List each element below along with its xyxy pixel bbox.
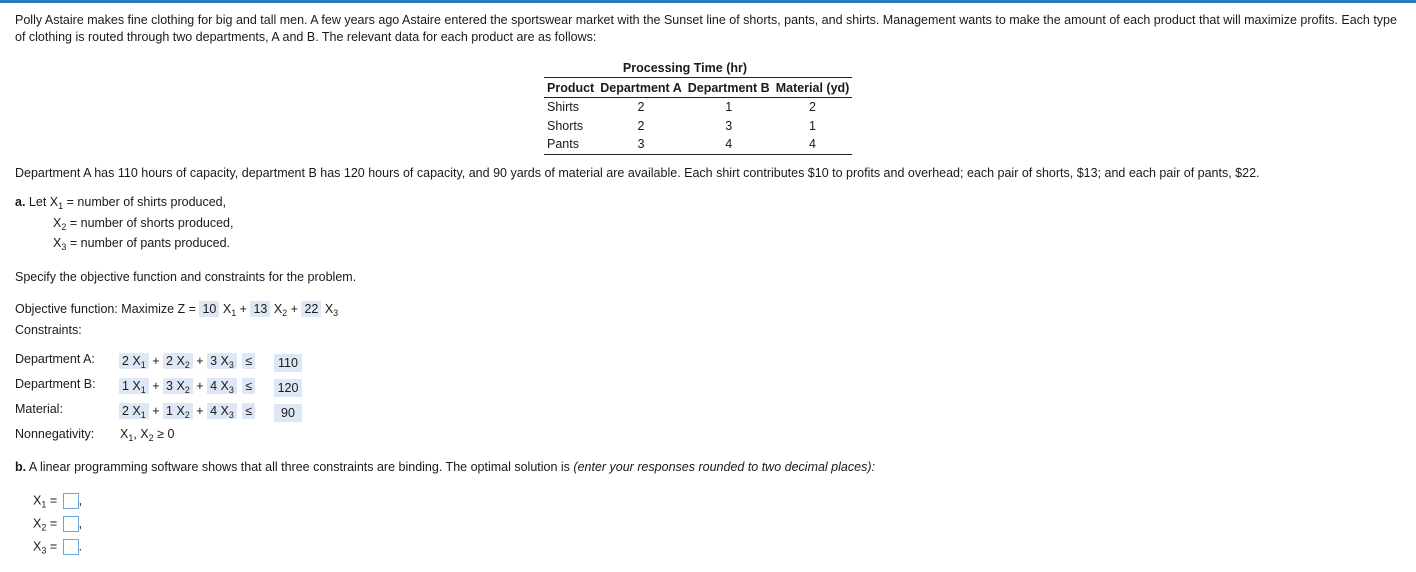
objective-coeff-2: 13 xyxy=(250,301,270,317)
col-dept-a: Department A xyxy=(597,78,685,98)
constraint-label-material: Material: xyxy=(15,402,63,416)
constraint-label-dept-b: Department B: xyxy=(15,377,96,391)
nonnegativity-label: Nonnegativity: xyxy=(15,427,95,441)
constraint-label-dept-a: Department A: xyxy=(15,352,95,366)
table-row: Shirts 2 1 2 xyxy=(547,100,816,115)
objective-coeff-1: 10 xyxy=(199,301,219,317)
part-a-let: a. Let $X_1$ = number of shirts produced, xyxy=(15,195,227,211)
def-x2: $X_2$ = number of shorts produced, xyxy=(53,216,234,232)
answer-input-x1[interactable] xyxy=(63,493,79,509)
problem-intro: Polly Astaire makes fine clothing for big and tall men. A few years ago Astaire entered the sportswear market with the Sunset line of shorts, pants, and shirts. Management wants to make the amount of each product that will maximize profits. Each type of clothing is routed through two departments, A and B. The relevant data for each product are as follows: xyxy=(15,13,1397,44)
processing-table xyxy=(544,58,852,155)
top-accent-bar xyxy=(0,0,1416,3)
answer-input-x3[interactable] xyxy=(63,539,79,555)
constraint-rhs-dept-b: 120 xyxy=(274,379,302,397)
table-row: Pants 3 4 4 xyxy=(544,135,852,154)
constraint-sign: ≤ xyxy=(242,378,255,394)
col-product: Product xyxy=(544,78,597,98)
answer-input-x2[interactable] xyxy=(63,516,79,532)
answer-row-x1: $X_1$ = , xyxy=(33,493,83,510)
objective-function: Objective function: Maximize Z = 10 $X_1 + 13$ $X_2 + 22$ $X_3$ xyxy=(15,302,339,318)
nonnegativity-expr: $X_1$, $X_2 \ge 0$ xyxy=(120,427,175,443)
table-row: Shorts 2 3 1 xyxy=(547,118,816,133)
constraint-rhs-material: 90 xyxy=(274,404,302,422)
col-material: Material (yd) xyxy=(773,78,853,98)
specify-text: Specify the objective function and constraints for the problem. xyxy=(15,270,357,284)
capacity-text: Department A has 110 hours of capacity, department B has 120 hours of capacity, and 90 yards of material are available. Each shirt contributes $10 to profits and overhead; each pair of shorts, $13; and each pair of pants, $22. xyxy=(15,166,1260,180)
answer-row-x3: $X_3$ = . xyxy=(33,539,83,556)
constraint-sign: ≤ xyxy=(242,353,255,369)
objective-coeff-3: 22 xyxy=(301,301,321,317)
constraint-sign: ≤ xyxy=(242,403,255,419)
def-x3: $X_3$ = number of pants produced. xyxy=(53,236,231,252)
answer-row-x2: $X_2$ = , xyxy=(33,516,83,533)
table-group-header: Processing Time (hr) xyxy=(597,58,772,78)
constraint-dept-b: 1 $X_1 + 3$ $X_2 + 4$ $X_3$ ≤ xyxy=(119,379,255,393)
constraint-material: 2 $X_1 + 1$ $X_2 + 4$ $X_3$ ≤ xyxy=(119,404,255,418)
part-b-text: b. A linear programming software shows that all three constraints are binding. The optimal solution is (enter your responses rounded to two decimal places): xyxy=(15,460,875,474)
col-dept-b: Department B xyxy=(685,78,773,98)
constraint-dept-a: 2 $X_1 + 2$ $X_2 + 3$ $X_3$ ≤ xyxy=(119,354,255,368)
constraints-label: Constraints: xyxy=(15,323,82,337)
constraint-rhs-dept-a: 110 xyxy=(274,354,302,372)
